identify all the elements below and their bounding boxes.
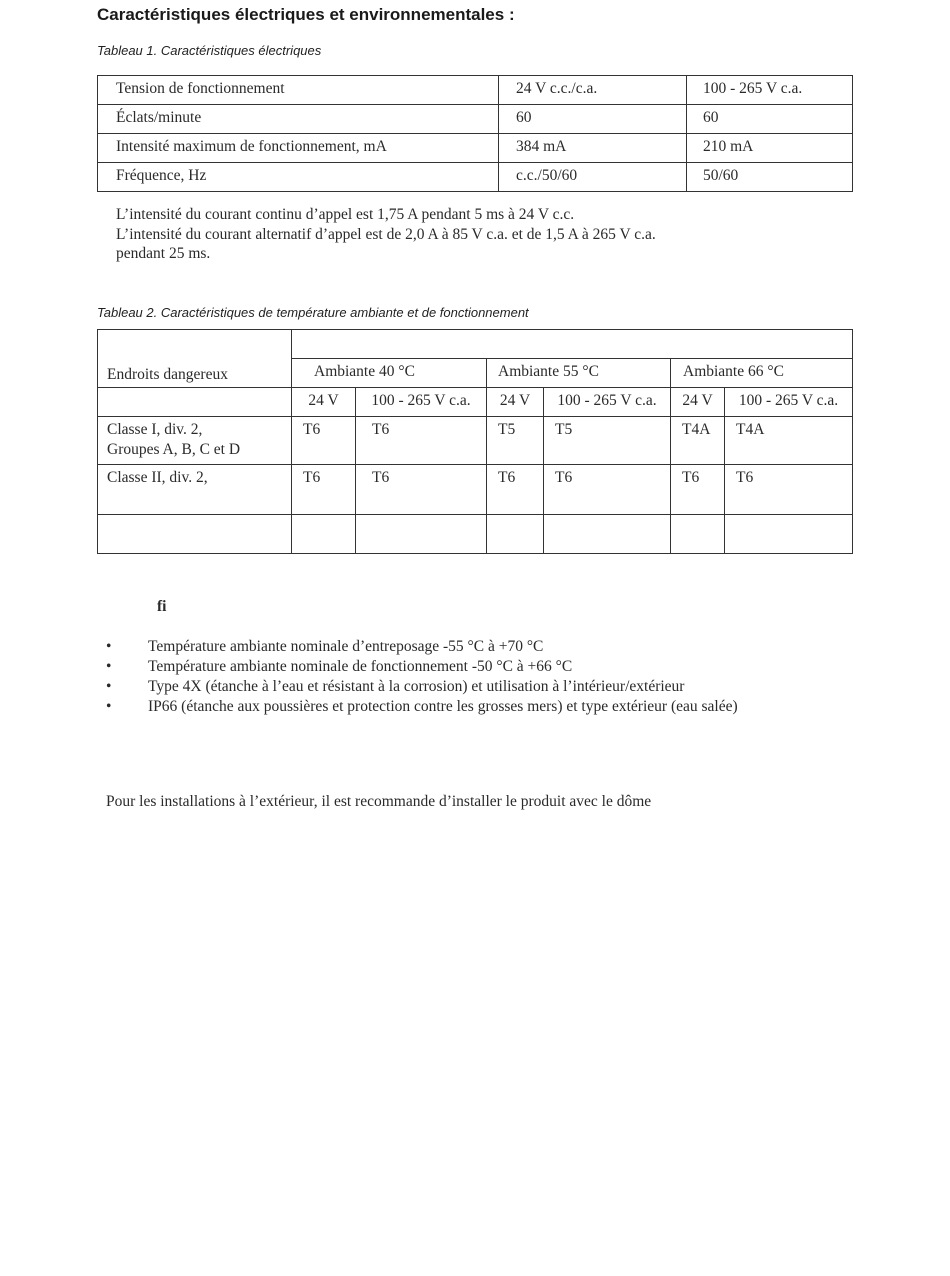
table-cell: [98, 388, 292, 417]
table-cell: 24 V c.c./c.a.: [499, 76, 687, 105]
inrush-paragraph: [116, 205, 656, 264]
table-cell: [725, 515, 853, 554]
table-cell: [544, 515, 671, 554]
list-item-text: IP66 (étanche aux poussières et protection contre les grosses mers) et type extérieur (eau salée): [148, 698, 738, 715]
table-row: [98, 417, 853, 465]
ligature-glyph: fi: [157, 598, 167, 615]
table-row: [98, 388, 853, 417]
rating-cell: T6: [292, 465, 356, 515]
paragraph-line: pendant 25 ms.: [116, 245, 211, 262]
rating-cell: T6: [487, 465, 544, 515]
table-cell: c.c./50/60: [499, 163, 687, 192]
table-cell: Fréquence, Hz: [98, 163, 499, 192]
rating-cell: T5: [544, 417, 671, 465]
rating-cell: T6: [356, 417, 487, 465]
ambient-header: Ambiante 55 °C: [487, 359, 671, 388]
table-row: [98, 134, 853, 163]
table1-caption: Tableau 1. Caractéristiques électriques: [97, 43, 322, 58]
bullet-icon: •: [106, 698, 112, 715]
table-row: [98, 515, 853, 554]
rating-cell: T6: [292, 417, 356, 465]
rating-cell: T4A: [725, 417, 853, 465]
electrical-table: [97, 75, 853, 192]
rating-cell: T6: [671, 465, 725, 515]
list-item: [106, 677, 826, 697]
paragraph-line: L’intensité du courant alternatif d’appel est de 2,0 A à 85 V c.a. et de 1,5 A à 265 V c.a.: [116, 225, 656, 243]
location-cell: [98, 417, 292, 465]
table-cell: 60: [687, 105, 853, 134]
table-cell: [292, 515, 356, 554]
table-row: [98, 76, 853, 105]
bullet-icon: •: [106, 678, 112, 695]
location-line: Classe II, div. 2,: [107, 469, 208, 486]
rating-cell: T6: [725, 465, 853, 515]
table-row: [98, 105, 853, 134]
table-row: [98, 163, 853, 192]
table-cell: Éclats/minute: [98, 105, 499, 134]
table-cell: [671, 515, 725, 554]
section-heading: Caractéristiques électriques et environnementales :: [97, 5, 515, 24]
voltage-header: 24 V: [487, 388, 544, 417]
outdoor-note: Pour les installations à l’extérieur, il est recommande d’installer le produit avec le dôme: [106, 793, 652, 810]
table2-caption: Tableau 2. Caractéristiques de température ambiante et de fonctionnement: [97, 305, 529, 320]
rating-cell: T5: [487, 417, 544, 465]
table-cell: [356, 515, 487, 554]
list-item-text: Température ambiante nominale d’entreposage -55 °C à +70 °C: [148, 638, 544, 655]
rating-cell: T6: [356, 465, 487, 515]
ambient-header: Ambiante 66 °C: [671, 359, 853, 388]
location-cell: [98, 465, 292, 515]
list-item-text: Type 4X (étanche à l’eau et résistant à la corrosion) et utilisation à l’intérieur/extérieur: [148, 678, 685, 695]
table-cell: [487, 515, 544, 554]
table-cell: 50/60: [687, 163, 853, 192]
table-row: [98, 465, 853, 515]
table-cell: 100 - 265 V c.a.: [687, 76, 853, 105]
voltage-header: 24 V: [292, 388, 356, 417]
bullet-icon: •: [106, 658, 112, 675]
table-cell: Tension de fonctionnement: [98, 76, 499, 105]
list-item: [106, 657, 826, 677]
table-cell: Intensité maximum de fonctionnement, mA: [98, 134, 499, 163]
list-item: [106, 697, 826, 717]
voltage-header: 100 - 265 V c.a.: [544, 388, 671, 417]
voltage-header: 24 V: [671, 388, 725, 417]
table-cell: [98, 515, 292, 554]
table-cell: 210 mA: [687, 134, 853, 163]
voltage-header: 100 - 265 V c.a.: [356, 388, 487, 417]
paragraph-line: L’intensité du courant continu d’appel est 1,75 A pendant 5 ms à 24 V c.c.: [116, 206, 575, 223]
table-cell: 60: [499, 105, 687, 134]
location-line: Classe I, div. 2,: [107, 421, 203, 438]
location-line: Groupes A, B, C et D: [107, 441, 241, 458]
table-cell: 384 mA: [499, 134, 687, 163]
table-cell: [292, 330, 853, 359]
list-item: [106, 637, 826, 657]
rating-cell: T6: [544, 465, 671, 515]
rating-cell: T4A: [671, 417, 725, 465]
temperature-table: [97, 329, 853, 554]
ambient-header: Ambiante 40 °C: [292, 359, 487, 388]
environment-list: [106, 637, 826, 717]
list-item-text: Température ambiante nominale de fonctionnement -50 °C à +66 °C: [148, 658, 573, 675]
location-header: Endroits dangereux: [98, 330, 292, 388]
table-row: [98, 330, 853, 359]
voltage-header: 100 - 265 V c.a.: [725, 388, 853, 417]
bullet-icon: •: [106, 638, 112, 655]
